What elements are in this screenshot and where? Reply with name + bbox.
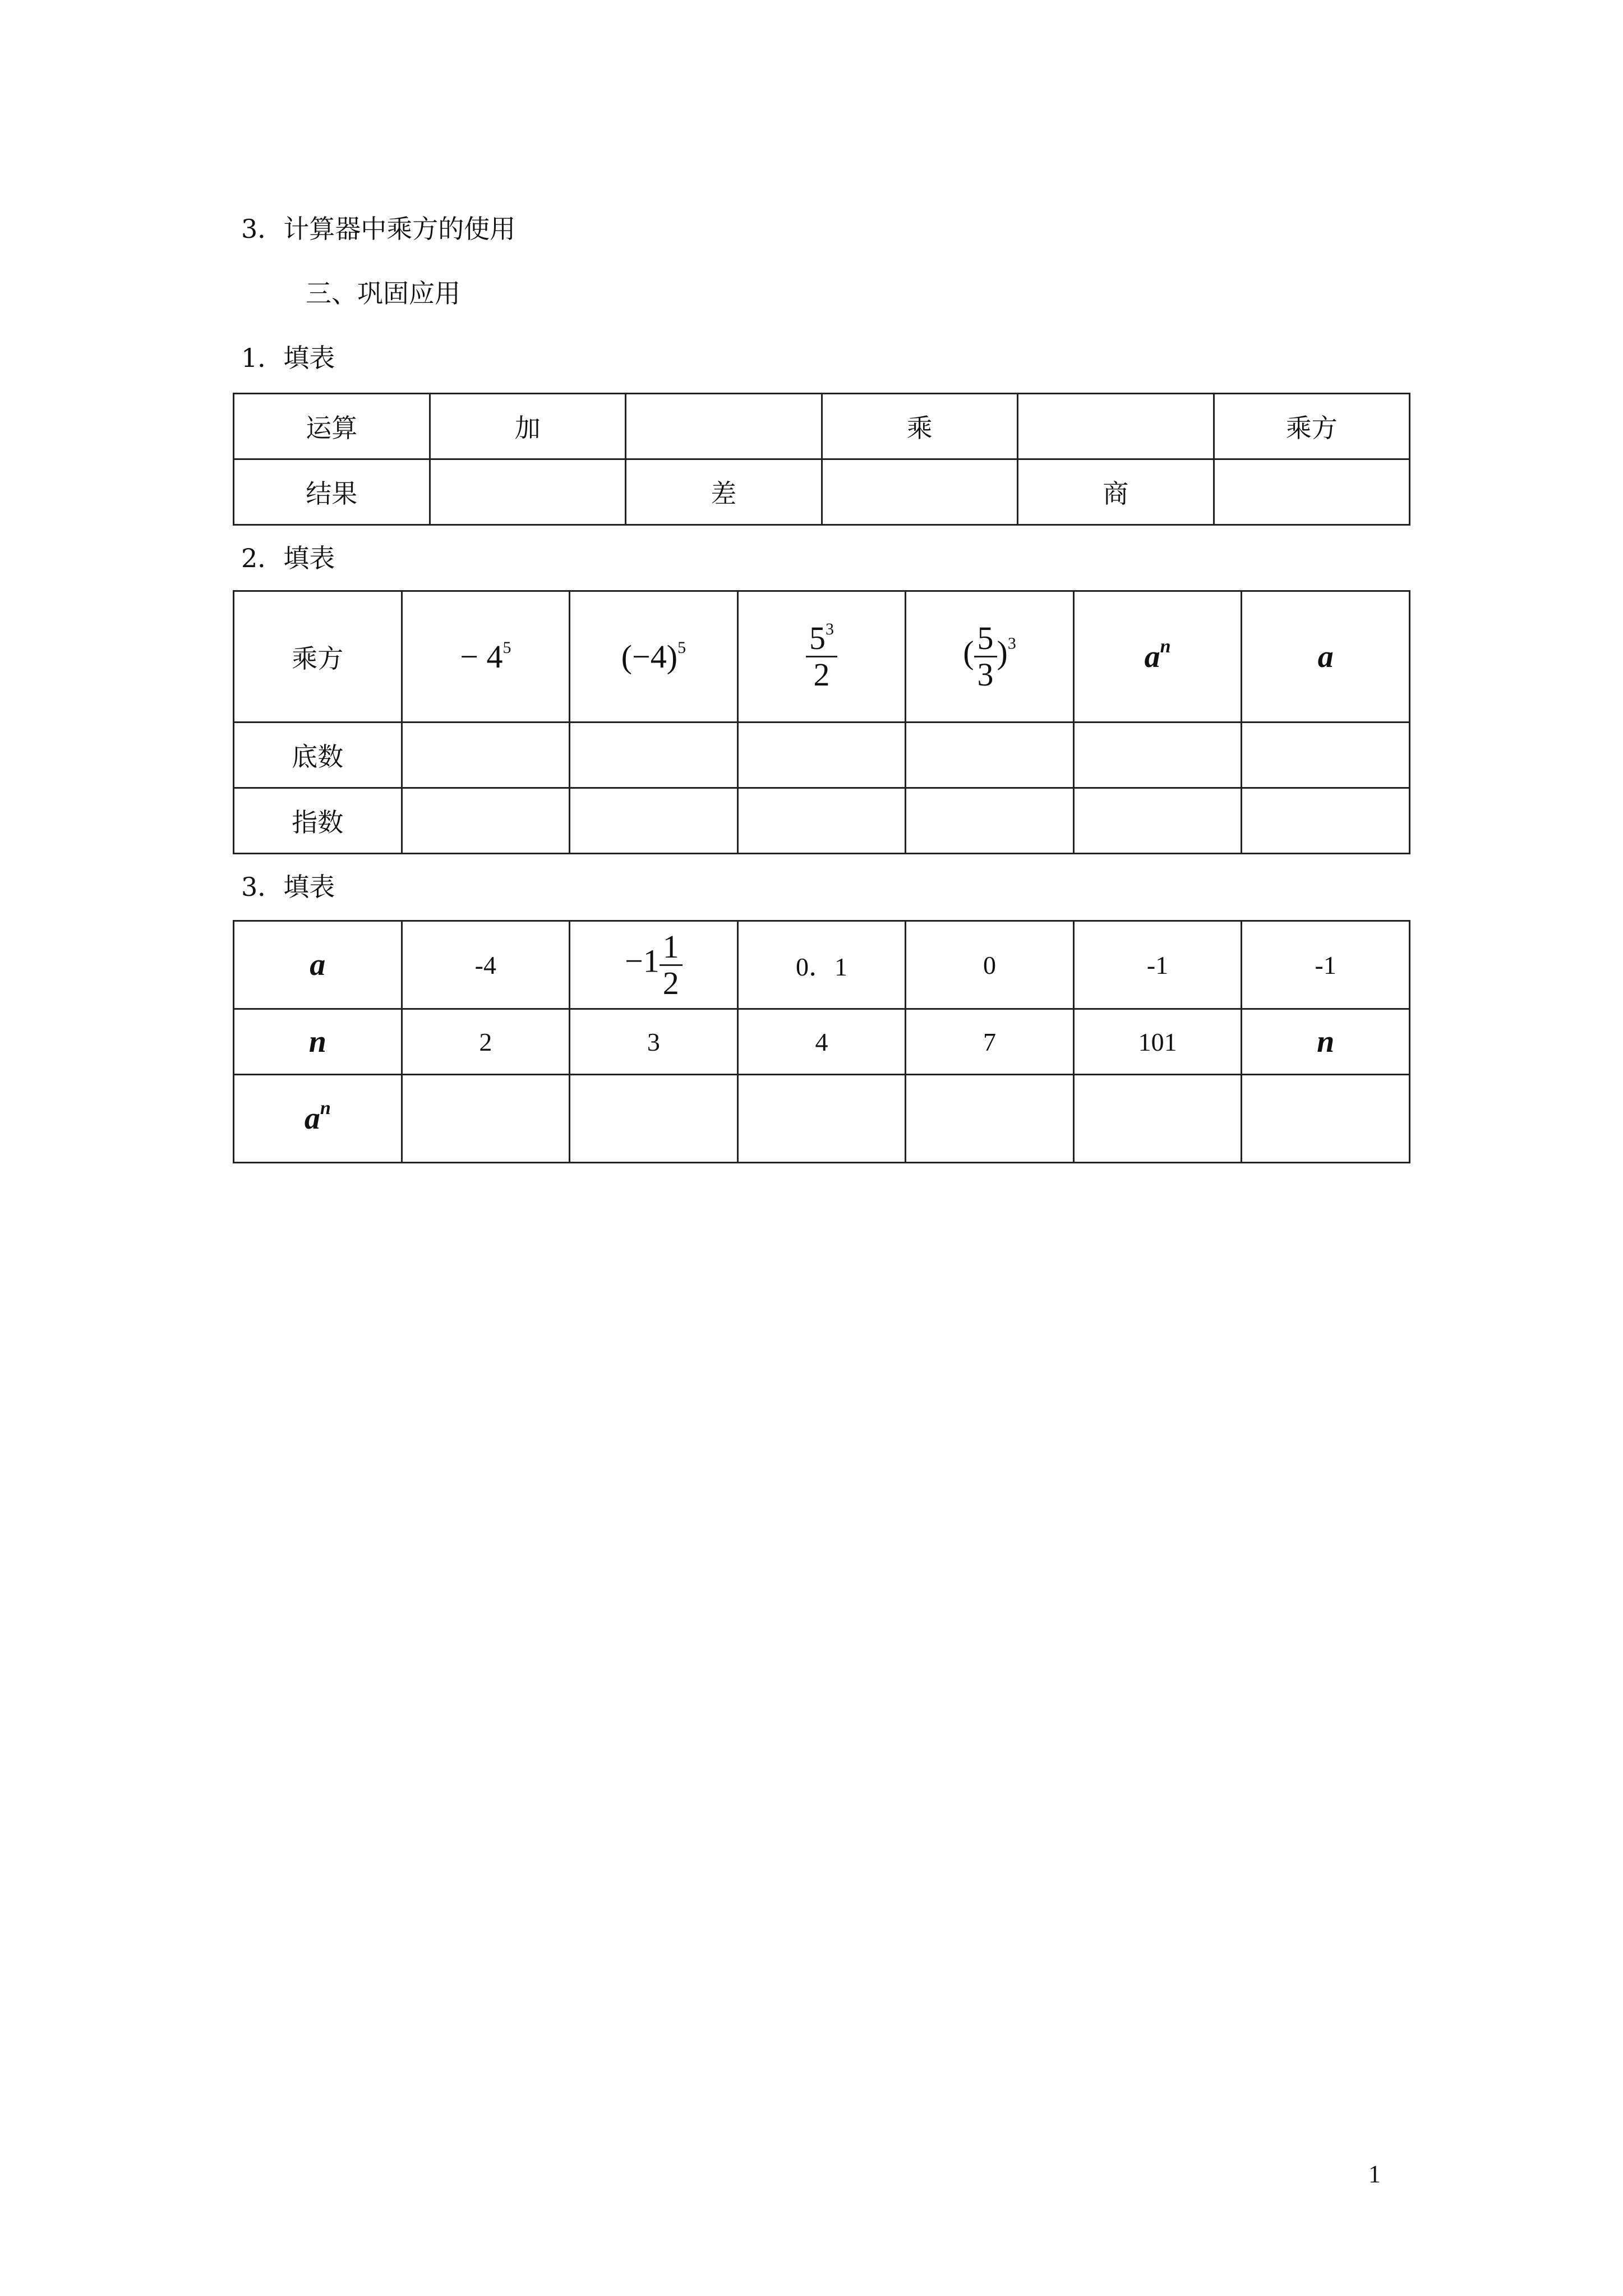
- table-cell-blank[interactable]: [906, 1075, 1074, 1163]
- table-power-base-exponent: [233, 590, 1410, 854]
- power-neg4-to-5: [570, 591, 738, 723]
- fraction-denominator: 2: [662, 964, 679, 1001]
- power-base: (−4): [621, 638, 678, 675]
- table-cell-blank[interactable]: [1214, 459, 1410, 525]
- table-cell-blank[interactable]: [737, 788, 906, 854]
- power-base: − 4: [460, 638, 503, 675]
- power-exponent: n: [320, 1098, 331, 1119]
- table-cell-blank[interactable]: [1073, 1075, 1242, 1163]
- heading-section-three: 三、巩固应用: [306, 278, 460, 309]
- table-cell: -1: [1073, 921, 1242, 1009]
- table-cell-blank[interactable]: [1242, 788, 1410, 854]
- fraction-5cubed-over-2: [737, 591, 906, 723]
- table-cell: 乘方: [234, 591, 402, 723]
- table-row: [234, 459, 1410, 525]
- table-cell: 差: [626, 459, 822, 525]
- table-row: [234, 723, 1410, 788]
- fraction-denominator: 3: [977, 656, 994, 693]
- question-3-label: 3．填表: [241, 872, 335, 902]
- table-cell-blank[interactable]: [402, 723, 570, 788]
- close-paren: ): [997, 634, 1008, 671]
- fraction: [806, 621, 837, 692]
- table-cell-blank[interactable]: [822, 459, 1018, 525]
- power-base: a: [304, 1101, 320, 1136]
- table-cell: 3: [570, 1009, 738, 1075]
- power-base: a: [1144, 639, 1160, 674]
- table-cell: 加: [430, 394, 626, 459]
- open-paren: (: [963, 634, 974, 671]
- table-cell-blank[interactable]: [737, 1075, 906, 1163]
- table-cell: 运算: [234, 394, 430, 459]
- table-cell-blank[interactable]: [1073, 723, 1242, 788]
- mixed-whole: −1: [625, 942, 660, 979]
- heading-calculator-power: 3．计算器中乘方的使用: [241, 214, 516, 244]
- table-cell: 0．1: [737, 921, 906, 1009]
- table-cell-blank[interactable]: [402, 1075, 570, 1163]
- table-cell-blank[interactable]: [1018, 394, 1214, 459]
- table-evaluate-powers: [233, 920, 1410, 1163]
- fraction-denominator: 2: [813, 656, 830, 693]
- variable-n-label: n: [234, 1009, 402, 1075]
- table-cell: 结果: [234, 459, 430, 525]
- question-1-label: 1．填表: [241, 343, 335, 373]
- fraction: [660, 930, 683, 1001]
- table-row: [234, 394, 1410, 459]
- mixed-number-minus-1-and-half: [570, 921, 738, 1009]
- table-cell-blank[interactable]: [430, 459, 626, 525]
- table-cell: 底数: [234, 723, 402, 788]
- table-row: [234, 1009, 1410, 1075]
- table-cell-blank[interactable]: [1242, 1075, 1410, 1163]
- table-cell: 7: [906, 1009, 1074, 1075]
- table-cell: 2: [402, 1009, 570, 1075]
- table-cell: -4: [402, 921, 570, 1009]
- power-5-thirds-cubed: [906, 591, 1074, 723]
- table-row: [234, 1075, 1410, 1163]
- power-exponent: n: [1160, 636, 1171, 657]
- power-exponent: 5: [502, 638, 511, 657]
- fraction: [974, 621, 997, 692]
- table-cell: 指数: [234, 788, 402, 854]
- table-cell-blank[interactable]: [570, 788, 738, 854]
- table-operations: [233, 393, 1410, 526]
- fraction-numerator: 5: [974, 621, 997, 657]
- table-row: [234, 591, 1410, 723]
- table-row: [234, 921, 1410, 1009]
- table-cell-blank[interactable]: [906, 723, 1074, 788]
- table-cell: 乘方: [1214, 394, 1410, 459]
- power-exponent: 3: [1007, 634, 1016, 653]
- table-cell: -1: [1242, 921, 1410, 1009]
- variable-a: a: [1242, 591, 1410, 723]
- table-cell-blank[interactable]: [906, 788, 1074, 854]
- table-cell-blank[interactable]: [402, 788, 570, 854]
- variable-n-cell: n: [1242, 1009, 1410, 1075]
- table-cell-blank[interactable]: [737, 723, 906, 788]
- power-a-to-n: [1073, 591, 1242, 723]
- variable-a-label: a: [234, 921, 402, 1009]
- table-cell: 101: [1073, 1009, 1242, 1075]
- table-cell-blank[interactable]: [570, 1075, 738, 1163]
- table-cell: 乘: [822, 394, 1018, 459]
- power-a-to-n-label: [234, 1075, 402, 1163]
- table-cell-blank[interactable]: [1242, 723, 1410, 788]
- table-cell: 商: [1018, 459, 1214, 525]
- question-2-label: 2．填表: [241, 543, 335, 573]
- power-exponent: 5: [677, 638, 686, 657]
- page-number: 1: [1368, 2160, 1381, 2188]
- fraction-numerator: 1: [660, 930, 683, 966]
- power-minus-4-to-5: [402, 591, 570, 723]
- table-cell-blank[interactable]: [1073, 788, 1242, 854]
- table-cell-blank[interactable]: [626, 394, 822, 459]
- table-cell-blank[interactable]: [570, 723, 738, 788]
- table-cell: 4: [737, 1009, 906, 1075]
- table-cell: 0: [906, 921, 1074, 1009]
- table-row: [234, 788, 1410, 854]
- fraction-numerator: $5^3$: [806, 621, 837, 657]
